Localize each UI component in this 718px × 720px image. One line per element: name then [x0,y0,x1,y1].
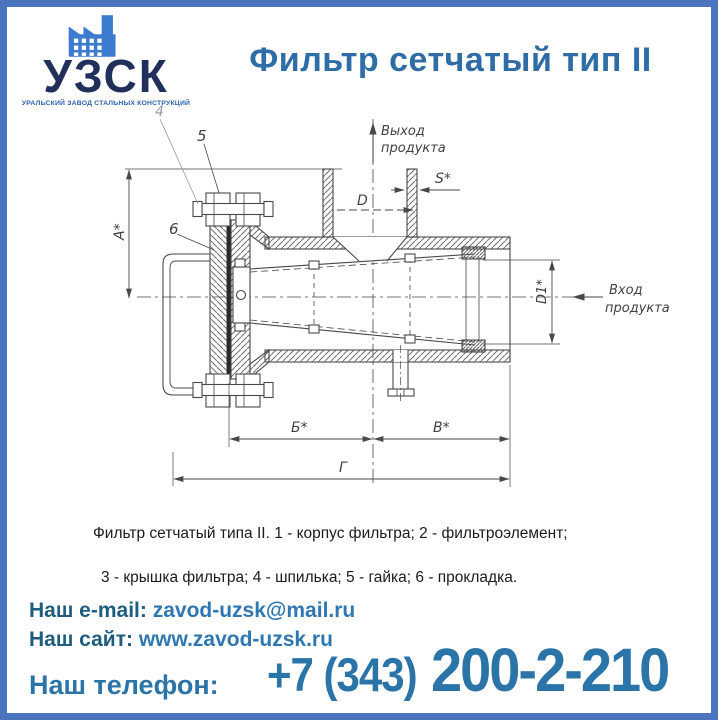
handle-bracket [163,254,210,395]
email-value: zavod-uzsk@mail.ru [152,599,356,622]
phone-label: Наш телефон: [29,670,219,700]
phone-code: +7 (343) [267,648,417,702]
dim-v-label: В* [433,420,450,436]
site-value: www.zavod-uzsk.ru [138,628,333,651]
company-name: УЗСК [43,50,169,102]
company-logo [21,9,191,111]
dim-s-label: S* [435,171,451,187]
filter-element [250,247,485,352]
part-4-label: 4 [155,105,164,120]
company-tagline: УРАЛЬСКИЙ ЗАВОД СТАЛЬНЫХ КОНСТРУКЦИЙ [21,100,191,107]
outlet-label-line1: Выход [381,124,425,139]
part-6-label: 6 [169,220,179,238]
outlet-label-line2: продукта [381,141,446,156]
cover-and-flange [210,220,250,379]
dim-b-label: Б* [291,420,308,436]
page-title: Фильтр сетчатый тип II [249,41,652,79]
email-label: Наш e-mail: [29,599,147,622]
phone-number: 200-2-210 [431,635,669,705]
dim-d1-label: D1* [535,279,550,304]
dim-g-label: Г [339,460,347,476]
inlet-label-line2: продукта [605,301,670,316]
centerlines [137,119,602,485]
contact-email-line [29,599,355,623]
inlet-label-line1: Вход [609,283,643,298]
caption-line-1: Фильтр сетчатый типа II. 1 - корпус фильтра; 2 - фильтроэлемент; [93,525,568,542]
technical-drawing [112,105,712,507]
site-label: Наш сайт: [29,628,133,651]
dim-a-label: А* [112,223,128,240]
dim-d-label: D [357,193,368,209]
part-5-label: 5 [197,127,207,145]
caption-line-2: 3 - крышка фильтра; 4 - шпилька; 5 - гайка; 6 - прокладка. [101,569,518,586]
